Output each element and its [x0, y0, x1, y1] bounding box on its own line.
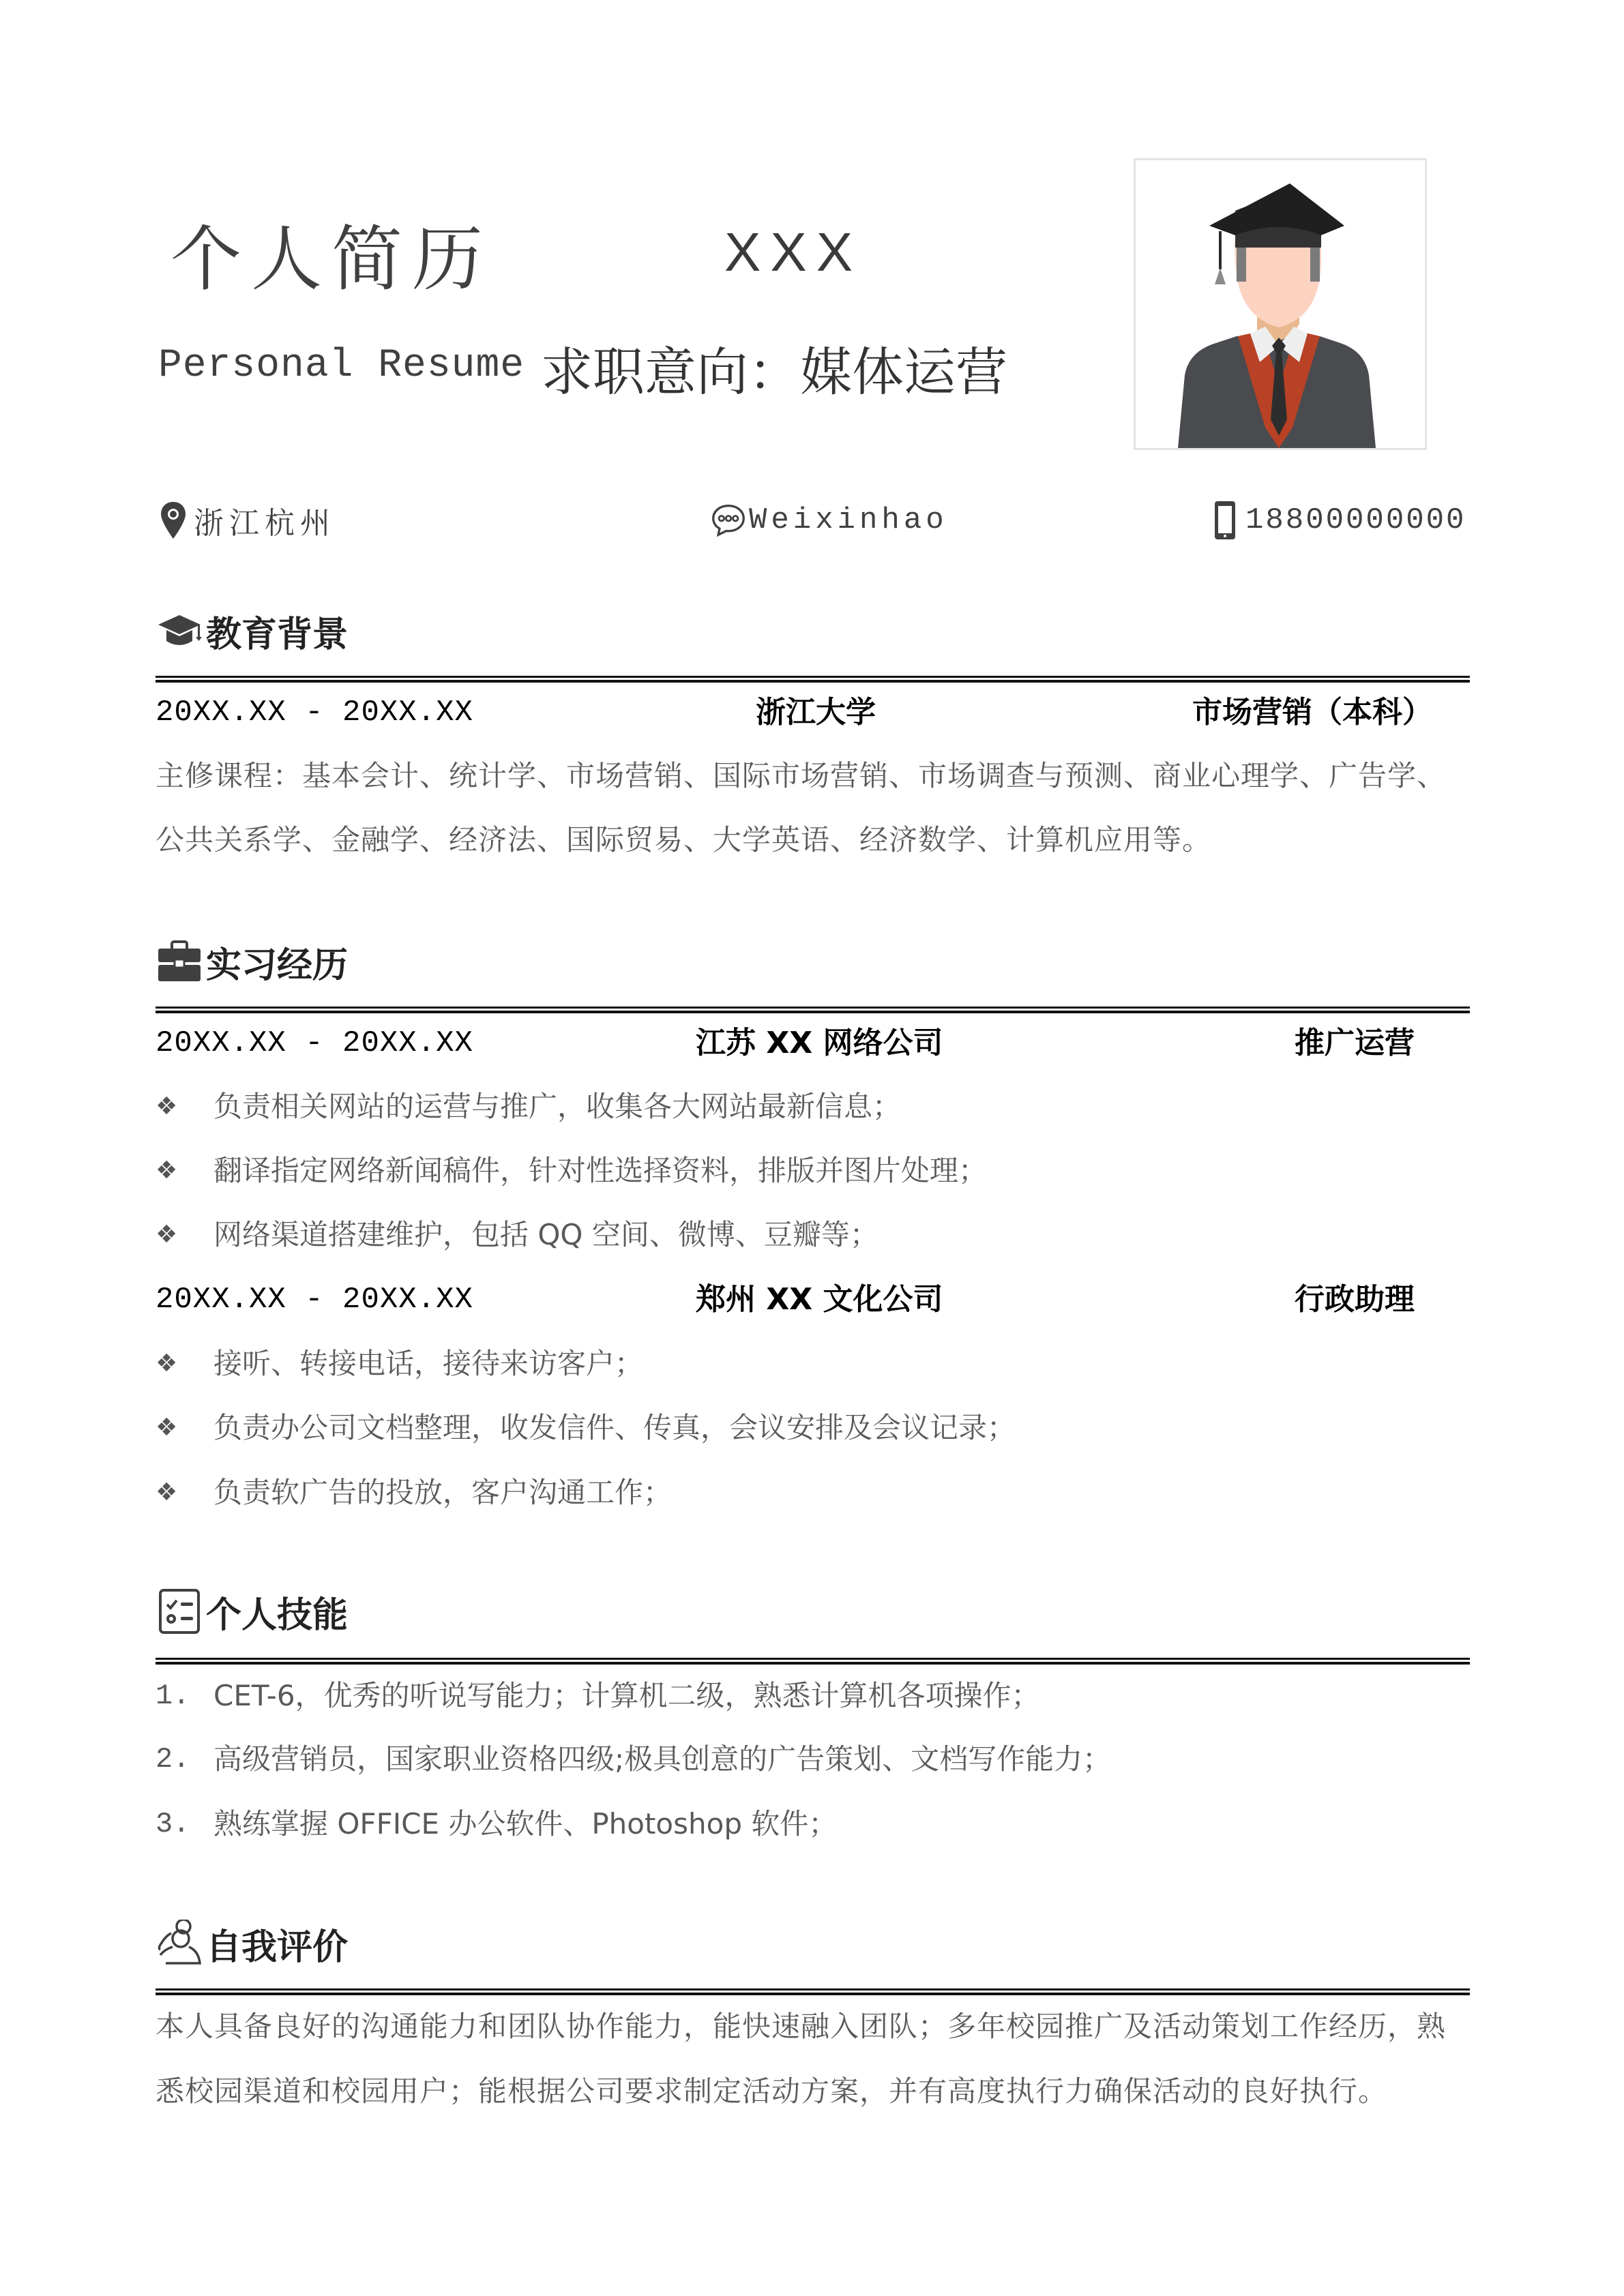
job-row	[156, 1279, 1470, 1320]
item-number: 1.	[156, 1680, 190, 1712]
item-number: 2.	[156, 1743, 190, 1776]
job-role: 推广运营	[1295, 1026, 1415, 1060]
courses-text: 主修课程：基本会计、统计学、市场营销、国际市场营销、市场调查与预测、商业心理学、广告学、	[156, 759, 1447, 792]
section-divider	[156, 1658, 1470, 1665]
duty-item: ❖ 翻译指定网络新闻稿件，针对性选择资料，排版并图片处理；	[156, 1150, 987, 1191]
section-divider	[156, 1988, 1470, 1995]
skill-item: 2. 高级营销员，国家职业资格四级;极具创意的广告策划、文档写作能力；	[156, 1739, 1111, 1780]
skill-item: 1. CET-6，优秀的听说写能力；计算机二级，熟悉计算机各项操作；	[156, 1675, 1040, 1716]
location-text: 浙江杭州	[194, 506, 336, 541]
skill-item: 3. 熟练掌握 OFFICE 办公软件、Photoshop 软件；	[156, 1804, 837, 1845]
duty-item: ❖ 网络渠道搭建维护，包括 QQ 空间、微博、豆瓣等；	[156, 1214, 879, 1255]
resume-title: 个人简历	[171, 218, 493, 301]
section-title: 实习经历	[206, 944, 349, 986]
self-evaluation-text-cont: 悉校园渠道和校园用户；能根据公司要求制定活动方案，并有高度执行力确保活动的良好执行。	[156, 2074, 1388, 2108]
education-row	[156, 692, 1470, 733]
diamond-bullet-icon: ❖	[156, 1157, 178, 1184]
education-date: 20XX.XX - 20XX.XX	[156, 696, 473, 730]
section-heading-internship	[156, 934, 348, 989]
contact-wechat	[711, 496, 948, 544]
section-divider	[156, 1007, 1470, 1013]
diamond-bullet-icon: ❖	[156, 1092, 178, 1120]
item-number: 3.	[156, 1808, 190, 1840]
courses-text-cont: 公共关系学、金融学、经济法、国际贸易、大学英语、经济数学、计算机应用等。	[156, 823, 1212, 856]
duty-item: ❖ 负责办公司文档整理，收发信件、传真，会议安排及会议记录；	[156, 1407, 1016, 1448]
chat-bubble-icon	[711, 499, 746, 541]
company-name: 江苏 XX 网络公司	[696, 1026, 943, 1060]
job-intent: 求职意向：媒体运营	[541, 342, 1007, 402]
mobile-phone-icon	[1207, 499, 1243, 541]
contact-phone	[1207, 496, 1466, 544]
major: 市场营销（本科）	[1192, 695, 1432, 730]
duty-item: ❖ 负责软广告的投放，客户沟通工作；	[156, 1472, 672, 1513]
graduation-cap-icon	[156, 607, 203, 655]
phone-text: 18800000000	[1245, 503, 1466, 537]
duty-item: ❖ 接听、转接电话，接待来访客户；	[156, 1343, 643, 1384]
diamond-bullet-icon: ❖	[156, 1478, 178, 1506]
section-title: 个人技能	[206, 1594, 349, 1636]
section-heading-skills	[156, 1584, 348, 1639]
briefcase-icon	[156, 938, 203, 985]
applicant-name: XXX	[724, 222, 863, 282]
job-date: 20XX.XX - 20XX.XX	[156, 1026, 473, 1060]
wechat-text: Weixinhao	[749, 503, 948, 537]
school-name: 浙江大学	[756, 695, 876, 730]
section-title: 教育背景	[206, 614, 349, 655]
resume-subtitle-en: Personal Resume	[158, 344, 525, 388]
section-heading-self-evaluation	[156, 1916, 348, 1971]
contact-location	[156, 496, 336, 544]
job-date: 20XX.XX - 20XX.XX	[156, 1283, 473, 1317]
section-title: 自我评价	[206, 1926, 349, 1968]
diamond-bullet-icon: ❖	[156, 1414, 178, 1442]
company-name: 郑州 XX 文化公司	[696, 1282, 943, 1317]
profile-photo	[1134, 158, 1427, 450]
section-divider	[156, 676, 1470, 683]
diamond-bullet-icon: ❖	[156, 1221, 178, 1249]
diamond-bullet-icon: ❖	[156, 1350, 178, 1377]
checklist-icon	[156, 1587, 203, 1635]
duty-item: ❖ 负责相关网站的运营与推广，收集各大网站最新信息；	[156, 1086, 901, 1127]
location-pin-icon	[156, 499, 191, 541]
self-evaluation-text: 本人具备良好的沟通能力和团队协作能力，能快速融入团队；多年校园推广及活动策划工作经历，熟	[156, 2010, 1447, 2043]
users-icon	[156, 1920, 203, 1967]
job-role: 行政助理	[1295, 1282, 1415, 1317]
graduate-avatar-icon	[1136, 160, 1425, 448]
section-heading-education	[156, 603, 348, 658]
job-row	[156, 1023, 1470, 1064]
